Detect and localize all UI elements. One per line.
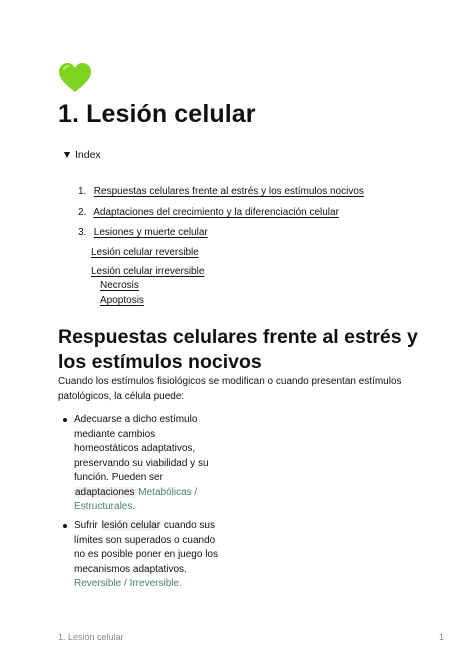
bullet-item	[62, 413, 222, 515]
toc-item	[78, 227, 208, 238]
toc-link[interactable]: Respuestas celulares frente al estrés y los estímulos nocivos	[93, 186, 364, 197]
toc-link[interactable]: Lesión celular reversible	[91, 247, 199, 258]
toc-number: 3.	[78, 227, 87, 238]
classification-tag: Reversible / Irreversible.	[74, 578, 182, 589]
toc-number: 2.	[78, 207, 87, 218]
section-intro: Cuando los estímulos fisiológicos se modifican o cuando presentan estímulos patológicos, la célula puede:	[58, 376, 402, 402]
toc-number: 1.	[78, 186, 87, 197]
toc-subsubitem	[100, 295, 144, 306]
toc-link[interactable]: Necrosis	[100, 280, 139, 291]
index-toggle[interactable]	[64, 149, 101, 161]
toc-subitem	[91, 247, 199, 258]
bullet-list	[62, 413, 222, 515]
bullet-text: cuando sus límites son superados o cuando no es posible poner en juego los mecanismos adaptativos.	[74, 520, 218, 575]
toc-item	[78, 186, 364, 197]
page-footer	[58, 632, 444, 642]
bullet-item	[62, 519, 222, 592]
page-title: 1. Lesión celular	[58, 100, 256, 128]
bullet-prefix: Sufrir	[74, 520, 98, 531]
toc-link[interactable]: Apoptosis	[100, 295, 144, 306]
toc-link[interactable]: Lesión celular irreversible	[91, 266, 205, 277]
toc-item	[78, 207, 339, 218]
highlighted-term: adaptaciones	[75, 486, 135, 498]
toc-link[interactable]: Lesiones y muerte celular	[93, 227, 208, 238]
green-heart-icon	[58, 62, 92, 94]
bullet-text: Adecuarse a dicho estímulo mediante cambios homeostáticos adaptativos, preservando su viabilidad y su función. Pueden ser	[74, 414, 209, 483]
highlighted-term: lesión celular	[101, 520, 161, 531]
bullet-dot-icon	[63, 418, 67, 422]
section-heading: Respuestas celulares frente al estrés y los estímulos nocivos	[58, 326, 418, 373]
classification-tag: Metabólicas / Estructurales.	[74, 486, 198, 512]
toc-subsubitem	[100, 280, 139, 291]
footer-title: 1. Lesión celular	[58, 632, 124, 642]
page-number: 1	[438, 632, 444, 642]
toc-subitem	[91, 266, 204, 277]
index-toggle-label: Index	[75, 149, 101, 161]
bullet-list	[62, 519, 222, 592]
toc-link[interactable]: Adaptaciones del crecimiento y la diferenciación celular	[93, 207, 339, 218]
triangle-down-icon[interactable]	[64, 152, 70, 158]
bullet-dot-icon	[63, 524, 67, 528]
